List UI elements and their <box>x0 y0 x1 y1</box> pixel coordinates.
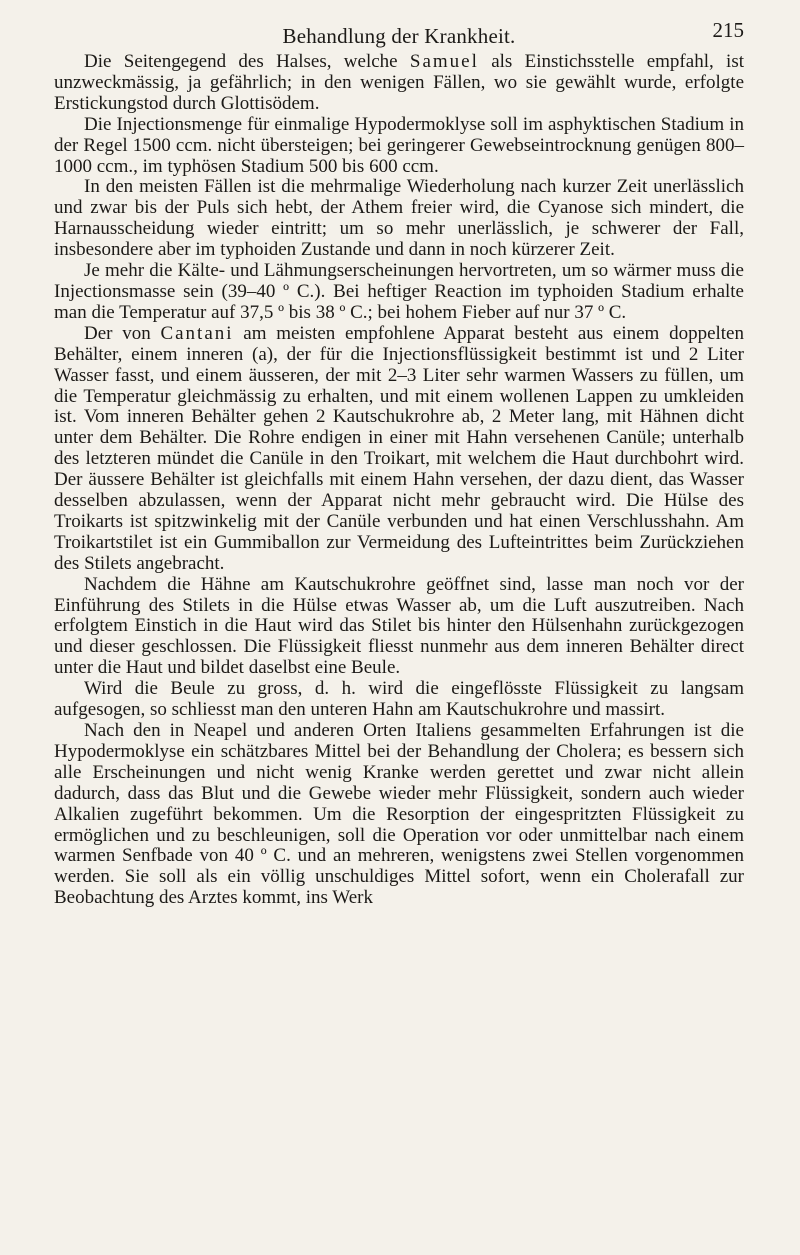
paragraph-text: Der von <box>84 322 161 344</box>
paragraph: Wird die Beule zu gross, d. h. wird die eingeflösste Flüssigkeit zu langsam aufgesogen, so schliesst man den unteren Hahn am Kautschukrohre und massirt. <box>54 678 744 721</box>
author-name: Cantani <box>160 322 234 344</box>
paragraph <box>54 52 744 115</box>
running-head: Behandlung der Krankheit. <box>282 24 516 48</box>
paragraph <box>54 324 744 575</box>
paragraph-text: am meisten empfohlene Apparat besteht aus einem doppelten Behälter, einem inneren (a), der für die Injectionsflüssigkeit bestimmt ist und 2 Liter Wasser fasst, und einem äusseren, der mit 2–3 Liter sehr warmen Wassers zu füllen, um die Temperatur gleichmässig zu erhalten, und mit einem wollenen Lappen zu umkleiden ist. Vom inneren Behälter gehen 2 Kautschukrohre ab, 2 Meter lang, mit Hähnen dicht unter dem Behälter. Die Rohre endigen in einer mit Hahn versehenen Canüle; unterhalb des letzteren mündet die Canüle in den Troikart, mit welchem die Haut durchbohrt wird. Der äussere Behälter ist gleichfalls mit einem Hahn versehen, der dazu dient, das Wasser desselben abzulassen, wenn der Apparat nicht mehr gebraucht wird. Die Hülse des Troikarts ist spitzwinkelig mit der Canüle verbunden und hat einen Verschlusshahn. Am Troikartstilet ist ein Gummiballon zur Vermeidung des Lufteintrittes beim Zurückziehen des Stilets angebracht. <box>54 322 744 574</box>
paragraph: Nachdem die Hähne am Kautschukrohre geöffnet sind, lasse man noch vor der Einführung des Stilets in die Hülse etwas Wasser ab, um die Luft auszutreiben. Nach erfolgtem Einstich in die Haut wird das Stilet bis hinter den Hülsenhahn zurückgezogen und dieser geschlossen. Die Flüssigkeit fliesst nunmehr aus dem inneren Behälter direct unter die Haut und bildet daselbst eine Beule. <box>54 573 744 679</box>
paragraph: Nach den in Neapel und anderen Orten Italiens gesammelten Erfahrungen ist die Hypodermoklyse ein schätzbares Mittel bei der Behandlung der Cholera; es bessern sich alle Erscheinungen und nicht wenig Kranke werden gerettet und zwar nicht allein dadurch, dass das Blut und die Gewebe wieder mehr Flüssigkeit, sondern auch wieder Alkalien zugeführt bekommen. Um die Resorption der eingespritzten Flüssigkeit zu ermöglichen und zu beschleunigen, soll die Operation vor oder unmittelbar nach einem warmen Senfbade von 40 º C. und an mehreren, wenigstens zwei Stellen vorgenommen werden. Sie soll als ein völlig unschuldiges Mittel sofort, wenn ein Cholerafall zur Beobachtung des Arztes kommt, ins Werk <box>54 720 744 909</box>
paragraph: Die Injectionsmenge für einmalige Hypodermoklyse soll im asphyktischen Stadium in der Regel 1500 ccm. nicht übersteigen; bei geringerer Gewebseintrocknung genügen 800–1000 ccm., im typhösen Stadium 500 bis 600 ccm. <box>54 113 744 177</box>
paragraph: In den meisten Fällen ist die mehrmalige Wiederholung nach kurzer Zeit unerlässlich und zwar bis der Puls sich hebt, der Athem freier wird, die Cyanose sich mindert, die Harnausscheidung wieder eintritt; um so mehr unerlässlich, je schwerer der Fall, insbesondere aber im typhoiden Zustande und dann in noch kürzerer Zeit. <box>54 176 744 261</box>
page-header <box>54 18 744 52</box>
page-number: 215 <box>712 18 744 42</box>
author-name: Samuel <box>409 51 479 72</box>
page-body <box>54 52 744 909</box>
paragraph: Je mehr die Kälte- und Lähmungserscheinungen hervortreten, um so wärmer muss die Injectionsmasse sein (39–40 º C.). Bei heftiger Reaction im typhoiden Stadium erhalte man die Temperatur auf 37,5 º bis 38 º C.; bei hohem Fieber auf nur 37 º C. <box>54 260 744 323</box>
paragraph-text: Die Seitengegend des Halses, welche <box>84 51 410 72</box>
paragraph-text: als Einstichsstelle empfahl, ist unzweckmässig, ja gefährlich; in den wenigen Fällen, wo sie gewählt wurde, erfolgte Erstickungstod durch Glottisödem. <box>54 51 744 114</box>
